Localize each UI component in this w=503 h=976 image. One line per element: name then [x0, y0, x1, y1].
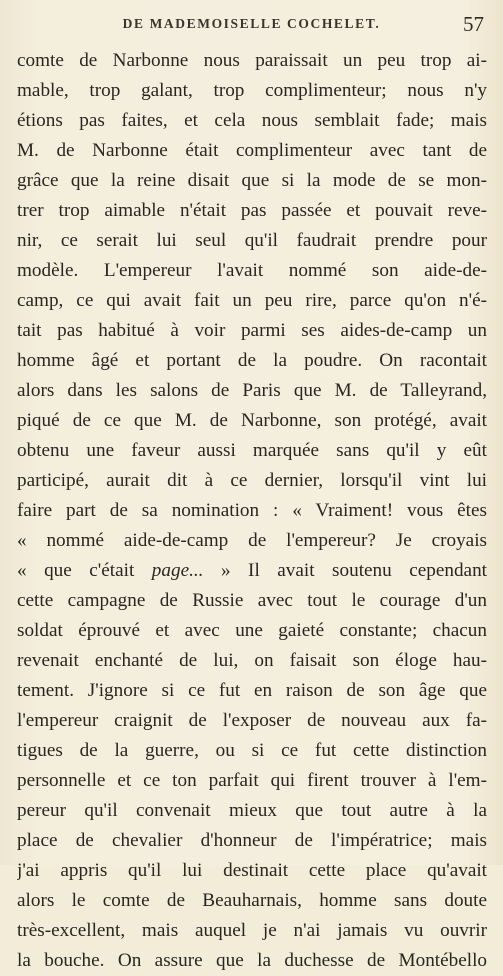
italic-word: page... — [151, 560, 204, 581]
text-line: j'ai appris qu'il lui destinait cette place qu'avait — [17, 860, 487, 881]
text-line: « nommé aide-de-camp de l'empereur? Je croyais — [17, 530, 487, 551]
text-line: faire part de sa nomination : « Vraiment! vous êtes — [17, 500, 487, 521]
text-line: cette campagne de Russie avec tout le courage d'un — [17, 590, 487, 611]
text-segment: » Il avait soutenu cependant — [203, 560, 487, 581]
text-line: tait pas habitué à voir parmi ses aides-de-camp un — [17, 320, 487, 341]
text-line: alors le comte de Beauharnais, homme sans doute — [17, 890, 487, 911]
text-line-with-italic — [17, 556, 487, 586]
text-line: mable, trop galant, trop complimenteur; nous n'y — [17, 80, 487, 101]
text-line: étions pas faites, et cela nous semblait fade; mais — [17, 110, 487, 131]
text-line: grâce que la reine disait que si la mode de se mon- — [17, 170, 487, 191]
text-line: la bouche. On assure que la duchesse de Montébello — [17, 950, 487, 971]
text-line: homme âgé et portant de la poudre. On racontait — [17, 350, 487, 371]
text-line: alors dans les salons de Paris que M. de Talleyrand, — [17, 380, 487, 401]
text-line: tement. J'ignore si ce fut en raison de son âge que — [17, 680, 487, 701]
text-line: soldat éprouvé et avec une gaieté constante; chacun — [17, 620, 487, 641]
text-line: place de chevalier d'honneur de l'impératrice; mais — [17, 830, 487, 851]
text-line: tigues de la guerre, ou si ce fut cette distinction — [17, 740, 487, 761]
text-line: piqué de ce que M. de Narbonne, son protégé, avait — [17, 410, 487, 431]
text-line: comte de Narbonne nous paraissait un peu trop ai- — [17, 50, 487, 71]
text-line: pereur qu'il convenait mieux que tout autre à la — [17, 800, 487, 821]
running-title: DE MADEMOISELLE COCHELET. — [122, 16, 381, 31]
text-line: nir, ce serait lui seul qu'il faudrait prendre pour — [17, 230, 487, 251]
text-line: modèle. L'empereur l'avait nommé son aide-de- — [17, 260, 487, 281]
page-number: 57 — [463, 12, 484, 36]
text-line: personnelle et ce ton parfait qui firent trouver à l'em- — [17, 770, 487, 791]
text-line: M. de Narbonne était complimenteur avec tant de — [17, 140, 487, 161]
running-head — [17, 14, 486, 36]
text-line: camp, ce qui avait fait un peu rire, parce qu'on n'é- — [17, 290, 487, 311]
text-line: trer trop aimable n'était pas passée et pouvait reve- — [17, 200, 487, 221]
text-segment: « que c'était — [17, 560, 152, 581]
text-line: obtenu une faveur aussi marquée sans qu'il y eût — [17, 440, 487, 461]
text-line: très-excellent, mais auquel je n'ai jamais vu ouvrir — [17, 920, 487, 941]
text-line: revenait enchanté de lui, on faisait son éloge hau- — [17, 650, 487, 671]
text-line: l'empereur craignit de l'exposer de nouveau aux fa- — [17, 710, 487, 731]
text-line: participé, aurait dit à ce dernier, lorsqu'il vint lui — [17, 470, 487, 491]
body-text — [17, 46, 487, 976]
